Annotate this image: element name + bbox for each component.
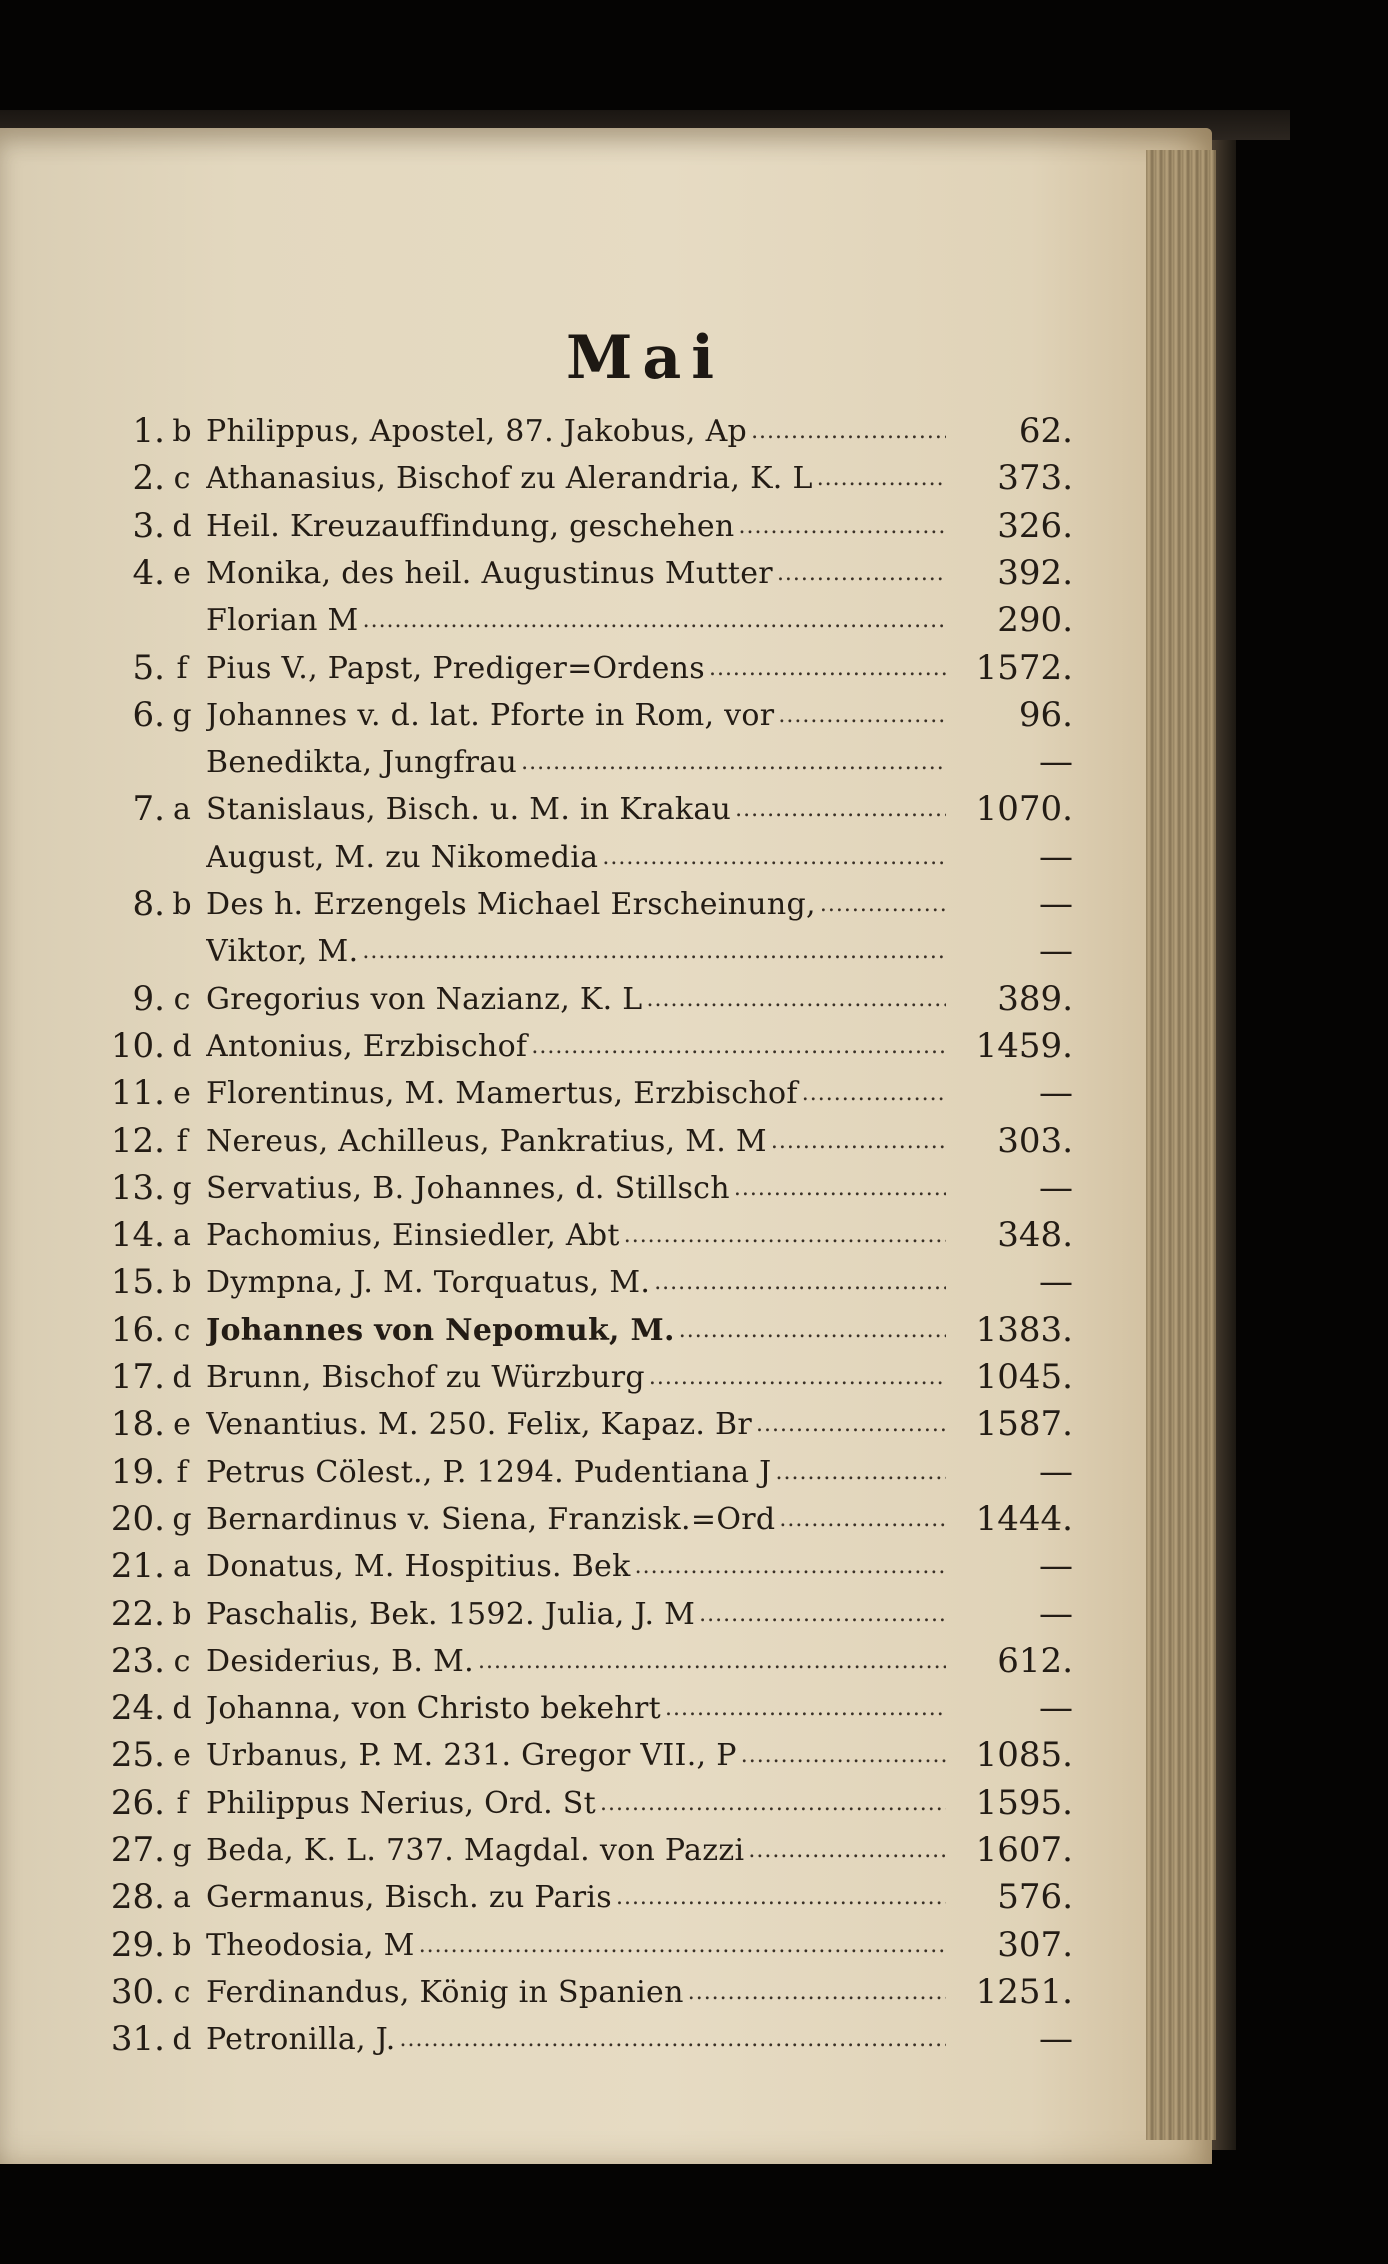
entry-body — [206, 1401, 946, 1448]
saint-name: Donatus, M. Hospitius. Bek — [206, 1549, 631, 1585]
leader-dots — [739, 503, 947, 550]
dominical-letter: d — [172, 1360, 192, 1395]
calendar-row — [0, 1118, 1212, 1165]
saint-name: Stanislaus, Bisch. u. M. in Krakau — [206, 792, 732, 828]
calendar-row — [0, 976, 1212, 1023]
page-stack-edges — [1146, 150, 1216, 2140]
saint-name: Johannes von Nepomuk, M. — [206, 1312, 675, 1348]
leader-dots — [649, 1354, 946, 1401]
year-value: 1070. — [975, 789, 1073, 830]
page-title: Mai — [565, 323, 725, 393]
year-value: 307. — [997, 1924, 1073, 1965]
saint-name: Johannes v. d. lat. Pforte in Rom, vor — [206, 697, 775, 733]
entry-body — [206, 1212, 946, 1259]
dominical-letter: b — [172, 414, 192, 449]
day-number: 9. — [132, 978, 165, 1019]
day-number: 23. — [110, 1640, 165, 1681]
saint-name: Nereus, Achilleus, Pankratius, M. M — [206, 1123, 767, 1159]
saint-name: Gregorius von Nazianz, K. L — [206, 981, 643, 1017]
saint-name: Florian M — [206, 603, 359, 639]
dominical-letter: c — [173, 1643, 191, 1679]
calendar-row — [0, 739, 1212, 786]
dominical-letter: e — [173, 1738, 191, 1774]
year-value: 1595. — [975, 1782, 1073, 1823]
entry-body — [206, 1638, 946, 1685]
calendar-row — [0, 1496, 1212, 1543]
day-number: 12. — [110, 1120, 165, 1161]
calendar-row — [0, 550, 1212, 597]
day-number: 24. — [110, 1688, 165, 1729]
entry-body — [206, 1780, 946, 1827]
day-number: 19. — [110, 1451, 165, 1492]
calendar-row — [0, 1070, 1212, 1117]
year-value: 1572. — [975, 647, 1073, 688]
day-number: 5. — [132, 647, 165, 688]
leader-dots — [478, 1638, 946, 1685]
year-value: 1607. — [975, 1830, 1073, 1870]
year-value: — — [1039, 1688, 1073, 1729]
saint-name: Antonius, Erzbischof — [206, 1028, 528, 1064]
calendar-row — [0, 1922, 1212, 1969]
entry-body — [206, 2016, 946, 2063]
year-value: — — [1039, 1593, 1073, 1634]
calendar-row — [0, 1354, 1212, 1401]
calendar-row — [0, 1969, 1212, 2016]
dominical-letter: f — [176, 1454, 188, 1490]
calendar-row — [0, 2016, 1212, 2063]
saint-name: Desiderius, B. M. — [206, 1643, 474, 1679]
leader-dots — [820, 881, 946, 928]
entry-body — [206, 928, 946, 975]
day-number: 28. — [110, 1877, 165, 1918]
calendar-row — [0, 1591, 1212, 1638]
year-value: 62. — [1018, 411, 1073, 451]
dominical-letter: g — [172, 1501, 192, 1537]
dominical-letter: a — [173, 792, 191, 828]
leader-dots — [748, 1827, 946, 1874]
calendar-content — [0, 128, 1212, 2164]
saint-name: Philippus Nerius, Ord. St — [206, 1785, 596, 1821]
day-number: 10. — [110, 1025, 165, 1066]
day-number: 6. — [132, 694, 165, 735]
year-value: — — [1039, 1167, 1073, 1208]
calendar-row — [0, 455, 1212, 502]
leader-dots — [817, 455, 946, 502]
entry-body — [206, 1922, 946, 1969]
calendar-row — [0, 1732, 1212, 1779]
dominical-letter: c — [173, 461, 191, 497]
entry-body — [206, 1259, 946, 1306]
year-value: 373. — [997, 458, 1073, 499]
dominical-letter: d — [172, 2022, 192, 2058]
leader-dots — [751, 408, 946, 455]
dominical-letter: a — [173, 1218, 191, 1254]
year-value: — — [1039, 2019, 1073, 2060]
entry-body — [206, 1827, 946, 1874]
calendar-row — [0, 1401, 1212, 1448]
dominical-letter: b — [172, 1596, 192, 1632]
calendar-row — [0, 1449, 1212, 1496]
saint-name: Bernardinus v. Siena, Franzisk.=Ord — [206, 1501, 776, 1537]
leader-dots — [602, 834, 946, 881]
saint-name: Athanasius, Bischof zu Alerandria, K. L — [206, 461, 813, 497]
saint-name: Heil. Kreuzauffindung, geschehen — [206, 508, 735, 544]
day-number: 3. — [132, 505, 165, 546]
calendar-row — [0, 786, 1212, 833]
year-value: — — [1039, 884, 1073, 924]
year-value: 1045. — [975, 1357, 1073, 1397]
saint-name: Servatius, B. Johannes, d. Stillsch — [206, 1170, 730, 1206]
saint-name: Venantius. M. 250. Felix, Kapaz. Br — [206, 1407, 753, 1443]
calendar-row — [0, 408, 1212, 455]
year-value: 1085. — [975, 1735, 1073, 1776]
book-page — [0, 128, 1212, 2164]
dominical-letter: a — [173, 1880, 191, 1916]
saint-name: Monika, des heil. Augustinus Mutter — [206, 555, 773, 591]
entry-body — [206, 597, 946, 644]
year-value: — — [1039, 1546, 1073, 1587]
calendar-row — [0, 1874, 1212, 1921]
saint-name: Brunn, Bischof zu Würzburg — [206, 1360, 645, 1395]
dominical-letter: e — [173, 1407, 191, 1443]
entry-body — [206, 503, 946, 550]
leader-dots — [531, 1023, 946, 1070]
calendar-row — [0, 881, 1212, 928]
dominical-letter: g — [172, 1833, 192, 1868]
calendar-row — [0, 597, 1212, 644]
dominical-letter: a — [173, 1549, 191, 1585]
day-number: 31. — [110, 2019, 165, 2060]
year-value: 326. — [997, 505, 1073, 546]
saint-name: Germanus, Bisch. zu Paris — [206, 1880, 612, 1916]
day-number: 30. — [110, 1971, 165, 2012]
calendar-row — [0, 1165, 1212, 1212]
year-value: 392. — [997, 552, 1073, 593]
entry-body — [206, 1023, 946, 1070]
year-value: 96. — [1018, 694, 1073, 735]
leader-dots — [688, 1969, 946, 2016]
entry-body — [206, 1118, 946, 1165]
leader-dots — [654, 1259, 946, 1306]
calendar-row — [0, 692, 1212, 739]
leader-dots — [635, 1543, 946, 1590]
entry-body — [206, 1543, 946, 1590]
year-value: 1251. — [975, 1971, 1073, 2012]
entry-body — [206, 1496, 946, 1543]
day-number: 29. — [110, 1924, 165, 1965]
calendar-row — [0, 1543, 1212, 1590]
saint-name: Benedikta, Jungfrau — [206, 745, 518, 781]
entry-body — [206, 1874, 946, 1921]
leader-dots — [756, 1401, 946, 1448]
day-number: 15. — [110, 1262, 165, 1303]
day-number: 18. — [110, 1404, 165, 1445]
leader-dots — [779, 1496, 946, 1543]
day-number: 25. — [110, 1735, 165, 1776]
dominical-letter: f — [176, 1123, 188, 1159]
entry-body — [206, 408, 946, 455]
leader-dots — [734, 1165, 946, 1212]
entry-body — [206, 1307, 946, 1354]
day-number: 7. — [132, 789, 165, 830]
entry-body — [206, 1165, 946, 1212]
leader-dots — [679, 1307, 946, 1354]
leader-dots — [778, 692, 946, 739]
dominical-letter: d — [172, 1691, 192, 1727]
saint-name: Beda, K. L. 737. Magdal. von Pazzi — [206, 1833, 745, 1868]
year-value: — — [1039, 1073, 1073, 1114]
day-number: 22. — [110, 1593, 165, 1634]
saint-name: Petronilla, J. — [206, 2022, 396, 2058]
entry-body — [206, 834, 946, 881]
entry-body — [206, 1685, 946, 1732]
dominical-letter: e — [173, 555, 191, 591]
leader-dots — [775, 1449, 946, 1496]
dominical-letter: e — [173, 1076, 191, 1112]
saint-name: Pius V., Papst, Prediger=Ordens — [206, 650, 705, 686]
year-value: — — [1039, 1451, 1073, 1492]
year-value: 348. — [997, 1215, 1073, 1256]
day-number: 13. — [110, 1167, 165, 1208]
year-value: 290. — [997, 600, 1073, 641]
calendar-row — [0, 645, 1212, 692]
entry-body — [206, 1969, 946, 2016]
saint-name: Philippus, Apostel, 87. Jakobus, Ap — [206, 414, 748, 449]
entry-body — [206, 739, 946, 786]
day-number: 26. — [110, 1782, 165, 1823]
leader-dots — [363, 597, 946, 644]
calendar-row — [0, 503, 1212, 550]
saint-name: Urbanus, P. M. 231. Gregor VII., P — [206, 1738, 737, 1774]
year-value: 303. — [997, 1120, 1073, 1161]
calendar-row — [0, 1259, 1212, 1306]
calendar-row — [0, 1827, 1212, 1874]
leader-dots — [741, 1732, 946, 1779]
entry-body — [206, 881, 946, 928]
day-number: 11. — [110, 1073, 165, 1114]
day-number: 8. — [132, 884, 165, 924]
day-number: 27. — [110, 1830, 165, 1870]
leader-dots — [521, 739, 946, 786]
saint-name: Pachomius, Einsiedler, Abt — [206, 1218, 620, 1254]
dominical-letter: d — [172, 508, 192, 544]
entry-body — [206, 1732, 946, 1779]
entry-body — [206, 1354, 946, 1401]
dominical-letter: c — [173, 1312, 191, 1348]
leader-dots — [699, 1591, 946, 1638]
saint-name: August, M. zu Nikomedia — [206, 839, 599, 875]
calendar-row — [0, 1212, 1212, 1259]
calendar-row — [0, 1638, 1212, 1685]
day-number: 17. — [110, 1357, 165, 1397]
year-value: — — [1039, 742, 1073, 783]
day-number: 21. — [110, 1546, 165, 1587]
leader-dots — [362, 928, 946, 975]
saint-name: Petrus Cölest., P. 1294. Pudentiana J — [206, 1454, 772, 1490]
dominical-letter: g — [172, 697, 192, 733]
dominical-letter: f — [176, 650, 188, 686]
calendar-row — [0, 1685, 1212, 1732]
leader-dots — [771, 1118, 946, 1165]
leader-dots — [400, 2016, 946, 2063]
leader-dots — [735, 786, 946, 833]
saint-name: Des h. Erzengels Michael Erscheinung, — [206, 887, 816, 922]
leader-dots — [616, 1874, 946, 1921]
entry-body — [206, 976, 946, 1023]
dominical-letter: b — [172, 1927, 192, 1963]
leader-dots — [624, 1212, 946, 1259]
entry-body — [206, 455, 946, 502]
year-value: 1587. — [975, 1404, 1073, 1445]
year-value: — — [1039, 1262, 1073, 1303]
day-number: 16. — [110, 1309, 165, 1350]
dominical-letter: d — [172, 1028, 192, 1064]
entry-body — [206, 692, 946, 739]
saint-name: Paschalis, Bek. 1592. Julia, J. M — [206, 1596, 696, 1632]
saint-name: Johanna, von Christo bekehrt — [206, 1691, 662, 1727]
year-value: 1383. — [975, 1309, 1073, 1350]
leader-dots — [709, 645, 946, 692]
dominical-letter: c — [173, 981, 191, 1017]
entry-body — [206, 786, 946, 833]
entry-body — [206, 645, 946, 692]
calendar-row — [0, 1780, 1212, 1827]
day-number: 14. — [110, 1215, 165, 1256]
year-value: 576. — [997, 1877, 1073, 1918]
year-value: 1459. — [975, 1025, 1073, 1066]
entry-body — [206, 550, 946, 597]
calendar-row — [0, 928, 1212, 975]
leader-dots — [647, 976, 946, 1023]
day-number: 4. — [132, 552, 165, 593]
leader-dots — [419, 1922, 946, 1969]
year-value: 612. — [997, 1640, 1073, 1681]
saint-name: Theodosia, M — [206, 1927, 415, 1963]
calendar-row — [0, 834, 1212, 881]
saint-name: Dympna, J. M. Torquatus, M. — [206, 1265, 651, 1301]
year-value: 1444. — [975, 1498, 1073, 1539]
leader-dots — [665, 1685, 946, 1732]
calendar-row — [0, 1023, 1212, 1070]
dominical-letter: b — [172, 887, 192, 922]
dominical-letter: b — [172, 1265, 192, 1301]
dominical-letter: g — [172, 1170, 192, 1206]
saint-name: Florentinus, M. Mamertus, Erzbischof — [206, 1076, 798, 1112]
leader-dots — [777, 550, 946, 597]
day-number: 1. — [132, 411, 165, 451]
day-number: 2. — [132, 458, 165, 499]
calendar-row — [0, 1307, 1212, 1354]
leader-dots — [600, 1780, 946, 1827]
saint-name: Viktor, M. — [206, 934, 359, 970]
saint-name: Ferdinandus, König in Spanien — [206, 1974, 684, 2010]
leader-dots — [802, 1070, 946, 1117]
entry-body — [206, 1591, 946, 1638]
dominical-letter: f — [176, 1785, 188, 1821]
year-value: 389. — [997, 978, 1073, 1019]
dominical-letter: c — [173, 1974, 191, 2010]
year-value: — — [1039, 836, 1073, 877]
year-value: — — [1039, 931, 1073, 972]
entry-body — [206, 1449, 946, 1496]
entry-body — [206, 1070, 946, 1117]
day-number: 20. — [110, 1498, 165, 1539]
